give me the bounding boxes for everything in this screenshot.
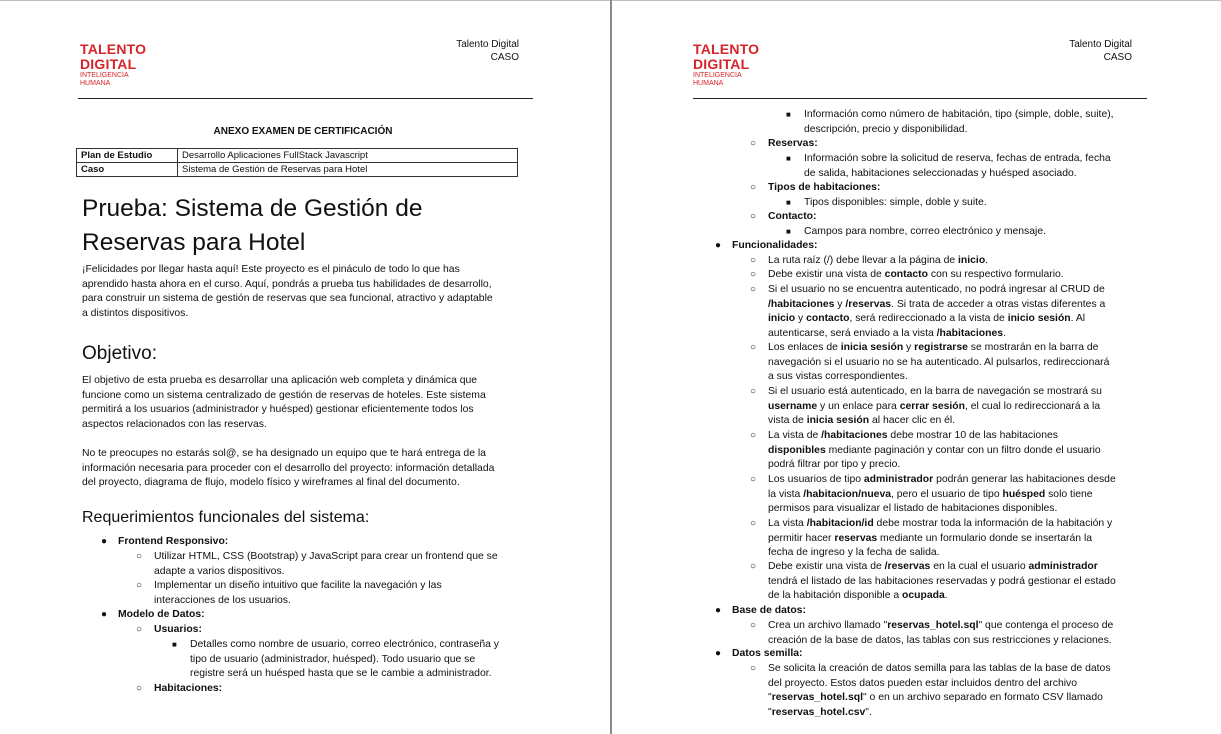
bullet-circle-icon: ○ bbox=[136, 580, 143, 591]
bullet-square-icon: ■ bbox=[786, 154, 791, 163]
text-line bbox=[768, 560, 1116, 575]
text-line: tipo de usuario (administrador, huésped). Todo usuario que se bbox=[190, 653, 476, 665]
text-run: , el cual lo redireccionará a la bbox=[964, 400, 1101, 412]
text-run: Los usuarios de tipo bbox=[768, 474, 864, 485]
page-top-edge bbox=[612, 0, 1221, 1]
feature-item bbox=[768, 283, 1105, 341]
text-run: username bbox=[768, 400, 818, 412]
text-line bbox=[768, 341, 1109, 356]
text-run: y bbox=[834, 298, 846, 310]
text-run: administrador bbox=[1028, 561, 1098, 572]
title-line: Prueba: Sistema de Gestión de bbox=[82, 195, 423, 222]
text-run: reservas_hotel.sql bbox=[771, 692, 863, 704]
header-rule bbox=[693, 98, 1147, 99]
text-run: La vista bbox=[768, 518, 807, 529]
text-run: " bbox=[768, 692, 772, 704]
bullet-circle-icon: ○ bbox=[750, 430, 757, 441]
bullet-disc-icon: ● bbox=[715, 605, 722, 616]
bullet-square-icon: ■ bbox=[172, 640, 177, 649]
logo-line: TALENTO bbox=[693, 41, 760, 57]
text-run: " bbox=[768, 706, 772, 718]
header-right bbox=[400, 38, 519, 64]
text-run: administrador bbox=[863, 474, 934, 485]
logo-line: INTELIGENCIA bbox=[80, 72, 129, 79]
bullet-circle-icon: ○ bbox=[750, 561, 757, 572]
text-line: de la habitación disponible a ocupada. bbox=[768, 590, 948, 602]
bullet-circle-icon: ○ bbox=[750, 474, 757, 485]
logo-line: HUMANA bbox=[80, 79, 111, 87]
feature-item: La ruta raíz (/) debe llevar a la página de inicio. bbox=[768, 255, 989, 266]
text-run: , pero el usuario de tipo bbox=[891, 488, 1003, 500]
text-run: Debe existir una vista de bbox=[768, 269, 885, 280]
text-line: podrá filtrar por tipo y precio. bbox=[768, 459, 901, 471]
text-line: interacciones de los usuarios. bbox=[154, 594, 291, 606]
header-caso: CASO bbox=[1103, 52, 1132, 63]
text-run: solo tiene bbox=[1045, 488, 1093, 500]
text-run: inicia sesión bbox=[806, 415, 870, 427]
text-run: en la cual el usuario bbox=[930, 561, 1029, 572]
text-run: mediante un formulario donde se insertarán la bbox=[877, 532, 1093, 544]
text-line: Se solicita la creación de datos semilla para las tablas de la base de datos bbox=[768, 663, 1111, 674]
feature-item bbox=[768, 560, 1116, 604]
text-line: fecha de ingreso y la fecha de salida. bbox=[768, 547, 940, 559]
text-line: a distintos dispositivos. bbox=[82, 307, 189, 319]
requirements-heading: Requerimientos funcionales del sistema: bbox=[82, 509, 370, 526]
talento-digital-logo bbox=[693, 42, 783, 87]
text-run: debe mostrar 10 de las habitaciones bbox=[887, 430, 1058, 441]
text-run: . Al bbox=[1070, 313, 1086, 325]
document-page-2 bbox=[612, 0, 1221, 734]
text-run: /habitaciones bbox=[768, 298, 835, 310]
text-line: aprendido hasta ahora en el curso. Aquí, pondrás a prueba tus habilidades de desarrollo, bbox=[82, 278, 492, 290]
frontend-item bbox=[154, 579, 442, 608]
text-line: adapte a varios dispositivos. bbox=[154, 565, 285, 577]
bullet-disc-icon: ● bbox=[715, 648, 722, 659]
contact-detail: Campos para nombre, correo electrónico y mensaje. bbox=[804, 226, 1046, 237]
page-top-edge bbox=[0, 0, 610, 1]
text-line: información necesaria para proceder con el desarrollo del proyecto: información detallada bbox=[82, 462, 495, 474]
text-run: con su respectivo formulario. bbox=[927, 269, 1064, 280]
text-line bbox=[768, 691, 1111, 706]
text-run: podrán generar las habitaciones desde bbox=[933, 474, 1116, 485]
document-title bbox=[82, 192, 522, 260]
text-line: Implementar un diseño intuitivo que facilite la navegación y las bbox=[154, 580, 442, 591]
text-line bbox=[768, 312, 1105, 327]
text-line: Utilizar HTML, CSS (Bootstrap) y JavaScript para crear un frontend que se bbox=[154, 551, 498, 562]
text-run: La ruta raíz (/) debe llevar a la página de bbox=[768, 255, 959, 266]
text-run: se mostrarán en la barra de bbox=[967, 342, 1099, 353]
text-run: /reservas bbox=[884, 561, 931, 572]
text-run: /habitaciones bbox=[821, 430, 888, 441]
frontend-label: Frontend Responsivo: bbox=[118, 536, 229, 547]
bullet-circle-icon: ○ bbox=[750, 518, 757, 529]
rooms-detail bbox=[804, 108, 1114, 137]
text-line: permisos para visualizar el listado de habitaciones disponibles. bbox=[768, 503, 1058, 515]
objective-heading: Objetivo: bbox=[82, 343, 157, 364]
header-right bbox=[1012, 38, 1132, 64]
text-line: navegación si el usuario no se ha autenticado. Al pulsarlos, redireccionará bbox=[768, 356, 1110, 368]
text-line: Información sobre la solicitud de reserva, fechas de entrada, fecha bbox=[804, 153, 1111, 164]
header-org: Talento Digital bbox=[1069, 39, 1132, 50]
room-types-label: Tipos de habitaciones: bbox=[768, 182, 881, 193]
text-line: ¡Felicidades por llegar hasta aquí! Este proyecto es el pináculo de todo lo que has bbox=[82, 264, 460, 275]
text-run: debe mostrar toda la información de la habitación y bbox=[873, 518, 1113, 529]
bullet-circle-icon: ○ bbox=[750, 342, 757, 353]
bullet-circle-icon: ○ bbox=[136, 551, 143, 562]
text-run: inicio bbox=[768, 313, 796, 325]
feature-item bbox=[768, 385, 1102, 429]
text-run: mediante paginación y contar con un filtro donde el usuario bbox=[825, 444, 1101, 456]
seed-label: Datos semilla: bbox=[732, 648, 803, 659]
frontend-item bbox=[154, 550, 498, 579]
text-run: , será redireccionado a la vista de bbox=[849, 313, 1008, 325]
logo-line: TALENTO bbox=[80, 41, 147, 57]
text-run: huésped bbox=[1002, 488, 1046, 500]
text-line bbox=[768, 429, 1101, 444]
meta-key: Caso bbox=[77, 163, 178, 177]
header-rule bbox=[78, 98, 533, 99]
text-run: inicia sesión bbox=[840, 342, 904, 353]
talento-digital-logo bbox=[80, 42, 170, 87]
text-run: contacto bbox=[884, 269, 928, 280]
feature-item bbox=[768, 473, 1116, 517]
feature-item bbox=[768, 517, 1112, 561]
text-run: /reservas bbox=[845, 298, 892, 310]
text-run: cerrar sesión bbox=[899, 400, 965, 412]
reservations-detail bbox=[804, 152, 1111, 181]
meta-value: Sistema de Gestión de Reservas para Hotel bbox=[178, 163, 518, 177]
text-line bbox=[768, 706, 1111, 721]
meta-value: Desarrollo Aplicaciones FullStack Javascript bbox=[178, 149, 518, 163]
bullet-circle-icon: ○ bbox=[750, 386, 757, 397]
text-run: al hacer clic en él. bbox=[869, 415, 956, 427]
text-line: para construir un sistema de gestión de reservas que sea funcional, atractivo y adaptable bbox=[82, 293, 493, 305]
text-run: Debe existir una vista de bbox=[768, 561, 885, 572]
text-line: a sus vistas correspondientes. bbox=[768, 371, 908, 383]
title-line: Reservas para Hotel bbox=[82, 229, 306, 256]
text-run: /habitaciones bbox=[936, 327, 1004, 339]
room-types-detail: Tipos disponibles: simple, doble y suite. bbox=[804, 197, 987, 208]
text-run: disponibles bbox=[768, 444, 826, 456]
text-run: registrarse bbox=[914, 342, 968, 353]
text-run: La vista de bbox=[768, 430, 822, 441]
annex-title: ANEXO EXAMEN DE CERTIFICACIÓN bbox=[213, 126, 393, 137]
reservations-label: Reservas: bbox=[768, 138, 818, 149]
model-label: Modelo de Datos: bbox=[118, 609, 205, 620]
text-run: de la habitación disponible a bbox=[768, 590, 903, 602]
text-run: permitir hacer bbox=[768, 532, 835, 544]
text-line: permitirá a los usuarios (administrador y huésped) gestionar eficientemente todos los bbox=[82, 404, 474, 416]
text-line: No te preocupes no estarás sol@, se ha designado un equipo que te hará entrega de la bbox=[82, 448, 486, 459]
logo-line: DIGITAL bbox=[80, 56, 137, 72]
text-run: Los enlaces de bbox=[768, 342, 841, 353]
bullet-circle-icon: ○ bbox=[750, 138, 757, 149]
text-line: Detalles como nombre de usuario, correo electrónico, contraseña y bbox=[190, 639, 499, 650]
text-run: . Si trata de acceder a otras vistas diferentes a bbox=[891, 298, 1106, 310]
text-line bbox=[768, 444, 1101, 459]
rooms-label: Habitaciones: bbox=[154, 683, 223, 694]
text-line: de salida, habitaciones seleccionadas y huésped asociado. bbox=[804, 167, 1077, 179]
text-run: y un enlace para bbox=[817, 400, 900, 412]
text-line: registre será un huésped hasta que se le cambie a administrador. bbox=[190, 668, 492, 680]
text-line: Si el usuario no se encuentra autenticado, no podrá ingresar al CRUD de bbox=[768, 284, 1105, 295]
bullet-circle-icon: ○ bbox=[750, 255, 757, 266]
intro-paragraph bbox=[82, 263, 522, 321]
table-row bbox=[77, 149, 518, 163]
document-page-1 bbox=[0, 0, 610, 734]
text-line: del proyecto, diagrama de flujo, modelo físico y wireframes al final del documento. bbox=[82, 477, 460, 489]
features-label: Funcionalidades: bbox=[732, 240, 818, 251]
bullet-square-icon: ■ bbox=[786, 227, 791, 236]
database-item bbox=[768, 619, 1113, 648]
text-run: ocupada bbox=[902, 590, 945, 602]
bullet-circle-icon: ○ bbox=[750, 211, 757, 222]
text-run: autenticarse, será enviado a la vista bbox=[768, 327, 937, 339]
bullet-circle-icon: ○ bbox=[136, 624, 143, 635]
text-line: tendrá el listado de las habitaciones reservadas y podrá gestionar el estado bbox=[768, 575, 1116, 587]
text-run: inicio bbox=[958, 255, 986, 266]
text-line bbox=[768, 414, 1102, 429]
text-run: " que contenga el proceso de bbox=[978, 620, 1114, 631]
text-line bbox=[768, 298, 1105, 313]
text-run: la vista bbox=[768, 488, 804, 500]
database-label: Base de datos: bbox=[732, 605, 806, 616]
text-run: /habitacion/id bbox=[806, 518, 874, 529]
header-org: Talento Digital bbox=[456, 39, 519, 50]
users-label: Usuarios: bbox=[154, 624, 202, 635]
text-run: y bbox=[795, 313, 807, 325]
text-line: El objetivo de esta prueba es desarrollar una aplicación web completa y dinámica que bbox=[82, 375, 478, 386]
users-detail bbox=[190, 638, 499, 682]
bullet-square-icon: ■ bbox=[786, 198, 791, 207]
text-line: Información como número de habitación, tipo (simple, doble, suite), bbox=[804, 109, 1114, 120]
bullet-disc-icon: ● bbox=[715, 240, 722, 251]
bullet-circle-icon: ○ bbox=[750, 284, 757, 295]
meta-table bbox=[76, 148, 518, 177]
text-run: contacto bbox=[806, 313, 850, 325]
text-run: " o en un archivo separado en formato CSV llamado bbox=[862, 692, 1103, 704]
logo-line: HUMANA bbox=[693, 79, 724, 87]
feature-item bbox=[768, 341, 1109, 385]
text-line bbox=[768, 517, 1112, 532]
text-run: reservas_hotel.csv bbox=[771, 706, 866, 718]
text-run: /habitacion/nueva bbox=[803, 488, 891, 500]
contact-label: Contacto: bbox=[768, 211, 817, 222]
text-line: creación de la base de datos, las tablas con sus restricciones y relaciones. bbox=[768, 634, 1112, 646]
text-line: Si el usuario está autenticado, en la barra de navegación se mostrará su bbox=[768, 386, 1102, 397]
text-run: y bbox=[903, 342, 915, 353]
objective-paragraph-1 bbox=[82, 374, 522, 432]
text-line bbox=[768, 400, 1102, 415]
header-caso: CASO bbox=[490, 52, 519, 63]
bullet-disc-icon: ● bbox=[101, 536, 108, 547]
bullet-circle-icon: ○ bbox=[750, 663, 757, 674]
text-run: reservas bbox=[834, 532, 878, 544]
text-run: vista de bbox=[768, 415, 807, 427]
text-line: aspectos relacionados con las reservas. bbox=[82, 418, 267, 430]
text-line bbox=[768, 473, 1116, 488]
feature-item bbox=[768, 429, 1101, 473]
text-line bbox=[768, 619, 1113, 634]
table-row bbox=[77, 163, 518, 177]
text-run: Crea un archivo llamado " bbox=[768, 620, 888, 631]
text-line bbox=[768, 488, 1116, 503]
text-line: funcione como un sistema centralizado de gestión de reservas de hoteles. Este sistema bbox=[82, 389, 486, 401]
bullet-circle-icon: ○ bbox=[750, 620, 757, 631]
text-line: descripción, precio y disponibilidad. bbox=[804, 123, 968, 135]
logo-line: INTELIGENCIA bbox=[693, 72, 742, 79]
bullet-square-icon: ■ bbox=[786, 110, 791, 119]
text-line bbox=[768, 532, 1112, 547]
feature-item bbox=[768, 268, 1064, 283]
objective-paragraph-2 bbox=[82, 447, 522, 491]
logo-line: DIGITAL bbox=[693, 56, 750, 72]
text-run: inicio sesión bbox=[1007, 313, 1071, 325]
text-line: del proyecto. Estos datos pueden estar incluidos dentro del archivo bbox=[768, 677, 1078, 689]
seed-item bbox=[768, 662, 1111, 720]
text-run: ". bbox=[865, 706, 872, 718]
text-run: reservas_hotel.sql bbox=[887, 620, 979, 631]
bullet-circle-icon: ○ bbox=[750, 182, 757, 193]
meta-key: Plan de Estudio bbox=[77, 149, 178, 163]
bullet-circle-icon: ○ bbox=[136, 683, 143, 694]
bullet-circle-icon: ○ bbox=[750, 269, 757, 280]
text-line: autenticarse, será enviado a la vista /habitaciones. bbox=[768, 327, 1006, 339]
bullet-disc-icon: ● bbox=[101, 609, 108, 620]
